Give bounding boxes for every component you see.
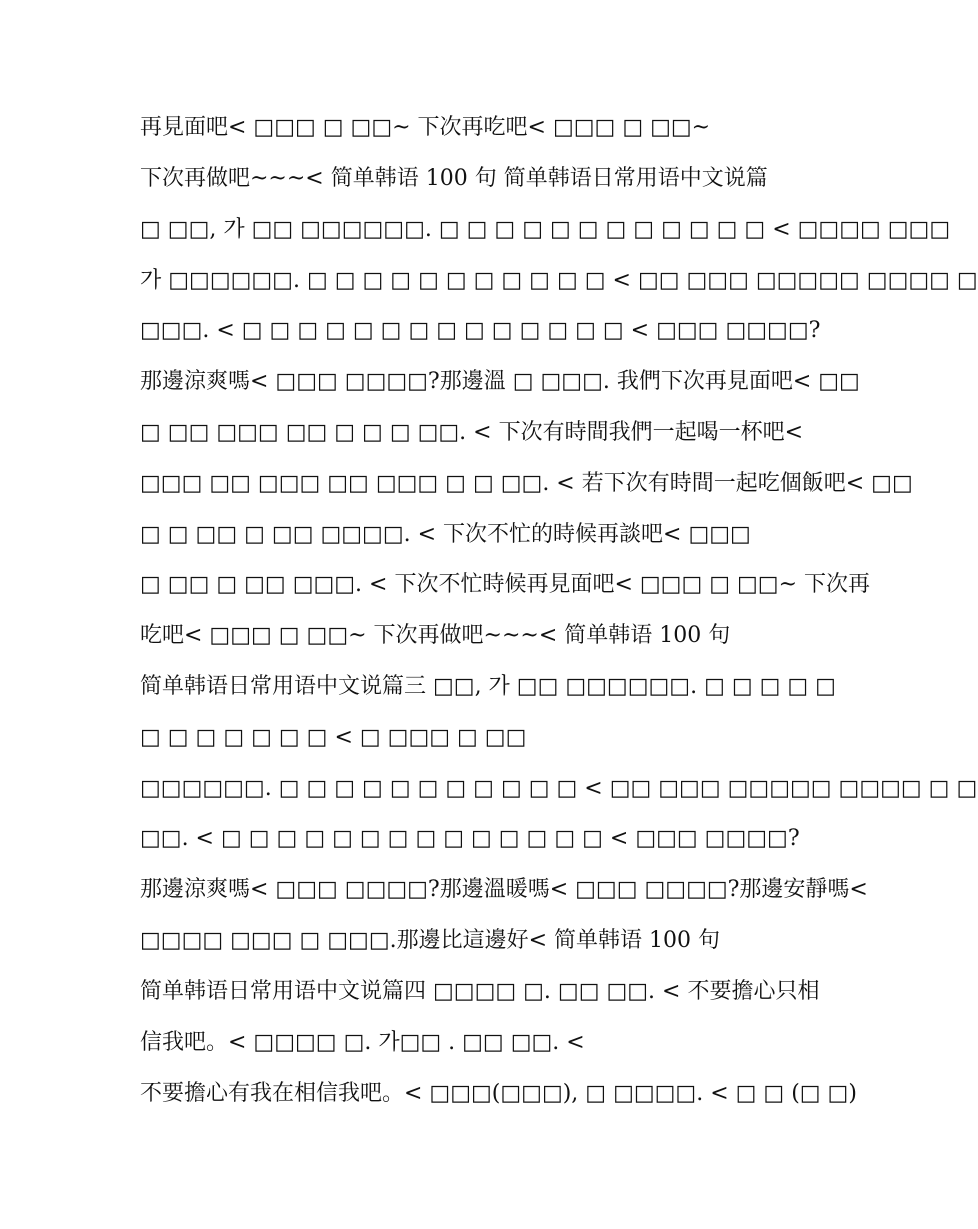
text-line: □□□□□□. □ □ □ □ □ □ □ □ □ □ □ < □□ □□□ □□□□□ □□□□ □ □: [140, 776, 978, 801]
text-line: □ □ □□ □ □□ □□□□. < 下次不忙的時候再談吧< □□□: [140, 522, 751, 547]
text-line: 不要擔心有我在相信我吧。< □□□(□□□), □ □□□□. < □ □ (□ □): [140, 1081, 857, 1106]
text-line: 吃吧< □□□ □ □□~ 下次再做吧~~~< 简单韩语 100 句: [140, 623, 731, 648]
text-line: 信我吧。< □□□□ □. 가□□ . □□ □□. <: [140, 1030, 585, 1055]
text-line: 简单韩语日常用语中文说篇四 □□□□ □. □□ □□. < 不要擔心只相: [140, 979, 820, 1004]
text-line: □□. < □ □ □ □ □ □ □ □ □ □ □ □ □ □ < □□□ □□□□?: [140, 826, 800, 851]
text-line: 那邊涼爽嗎< □□□ □□□□?那邊溫暖嗎< □□□ □□□□?那邊安靜嗎<: [140, 877, 868, 902]
text-line: 下次再做吧~~~< 简单韩语 100 句 简单韩语日常用语中文说篇: [140, 166, 768, 191]
text-line: □□□ □□ □□□ □□ □□□ □ □ □□. < 若下次有時間一起吃個飯吧< □□: [140, 471, 913, 496]
text-line: □ □ □ □ □ □ □ < □ □□□ □ □□: [140, 725, 527, 750]
text-line: □ □□, 가 □□ □□□□□□. □ □ □ □ □ □ □ □ □ □ □ □ < □□□□ □□□: [140, 217, 951, 242]
text-line: 简单韩语日常用语中文说篇三 □□, 가 □□ □□□□□□. □ □ □ □ □: [140, 674, 836, 699]
text-line: 가 □□□□□□. □ □ □ □ □ □ □ □ □ □ □ < □□ □□□ □□□□□ □□□□ □: [140, 268, 978, 293]
text-line: 那邊涼爽嗎< □□□ □□□□?那邊溫 □ □□□. 我們下次再見面吧< □□: [140, 369, 860, 394]
text-line: □ □□ □ □□ □□□. < 下次不忙時候再見面吧< □□□ □ □□~ 下次再: [140, 572, 871, 597]
text-line: □□□. < □ □ □ □ □ □ □ □ □ □ □ □ □ □ < □□□ □□□□?: [140, 318, 821, 343]
text-line: □ □□ □□□ □□ □ □ □ □□. < 下次有時間我們一起喝一杯吧<: [140, 420, 804, 445]
text-line: 再見面吧< □□□ □ □□~ 下次再吃吧< □□□ □ □□~: [140, 115, 711, 140]
text-line: □□□□ □□□ □ □□□.那邊比這邊好< 简单韩语 100 句: [140, 928, 721, 953]
